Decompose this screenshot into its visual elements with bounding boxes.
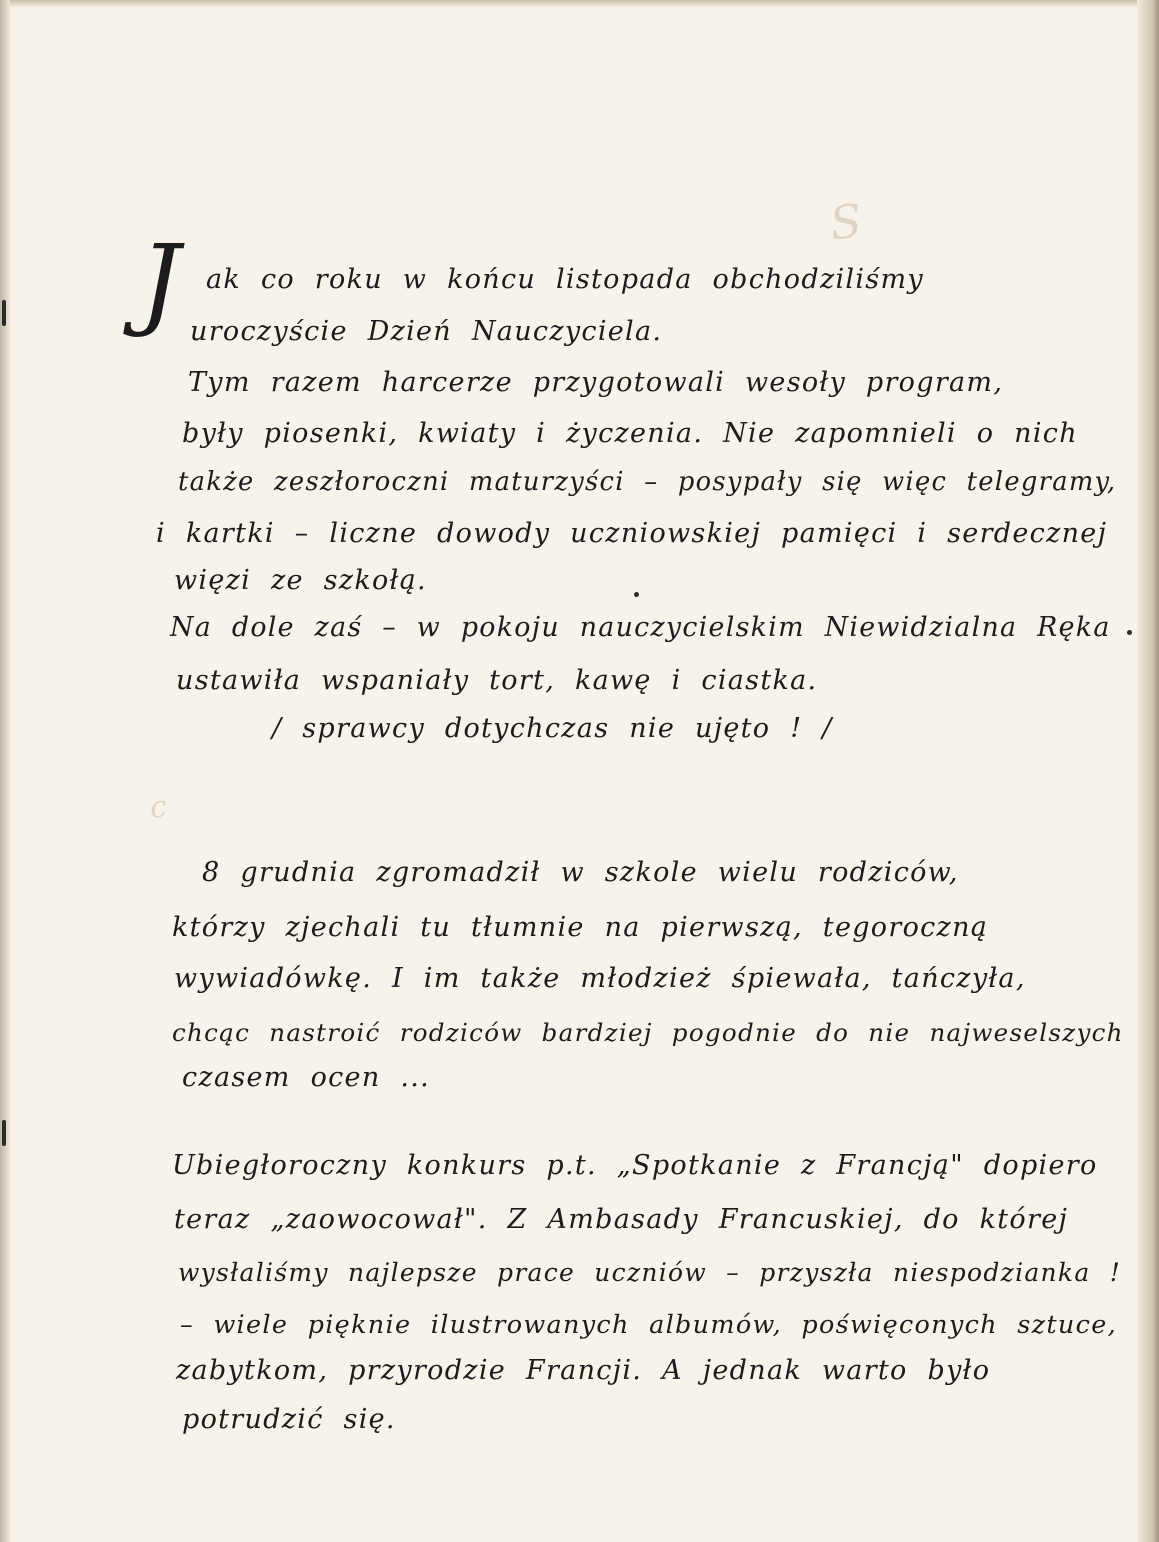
text-line: potrudzić się. <box>182 1404 396 1435</box>
page-right-edge <box>1137 0 1159 1542</box>
text-line: którzy zjechali tu tłumnie na pierwszą, tegoroczną <box>172 912 989 943</box>
text-line: chcąc nastroić rodziców bardziej pogodnie do nie najweselszych <box>172 1018 1124 1047</box>
ink-speck <box>634 592 639 597</box>
text-line: teraz „zaowocował". Z Ambasady Francuskiej, do której <box>174 1204 1069 1235</box>
text-line: / sprawcy dotychczas nie ujęto ! / <box>272 713 833 744</box>
page-left-edge <box>0 0 10 1542</box>
text-line: były piosenki, kwiaty i życzenia. Nie zapomnieli o nich <box>182 418 1078 449</box>
text-line: i kartki – liczne dowody uczniowskiej pamięci i serdecznej <box>156 518 1108 549</box>
text-line: uroczyście Dzień Nauczyciela. <box>190 316 663 347</box>
text-line: Na dole zaś – w pokoju nauczycielskim Niewidzialna Ręka <box>170 612 1111 643</box>
text-line: 8 grudnia zgromadził w szkole wielu rodziców, <box>202 857 959 888</box>
binding-mark-1 <box>2 300 6 326</box>
bleed-through-mark: S <box>827 193 865 251</box>
text-line: Tym razem harcerze przygotowali wesoły program, <box>188 367 1004 398</box>
text-line: więzi ze szkołą. <box>174 565 427 596</box>
text-line: czasem ocen ... <box>182 1062 431 1093</box>
text-line: zabytkom, przyrodzie Francji. A jednak warto było <box>176 1355 991 1386</box>
text-line: ustawiła wspaniały tort, kawę i ciastka. <box>176 665 818 696</box>
ink-speck <box>1127 630 1132 635</box>
bleed-through-mark: c <box>148 789 169 826</box>
text-line: Ubiegłoroczny konkurs p.t. „Spotkanie z Francją" dopiero <box>172 1150 1098 1181</box>
text-line: ak co roku w końcu listopada obchodziliśmy <box>206 264 924 295</box>
text-line: także zeszłoroczni maturzyści – posypały się więc telegramy, <box>178 467 1117 497</box>
text-line: wysłaliśmy najlepsze prace uczniów – przyszła niespodzianka ! <box>178 1258 1122 1287</box>
text-line: wywiadówkę. I im także młodzież śpiewała, tańczyła, <box>174 963 1026 994</box>
drop-cap-letter: J <box>140 223 181 340</box>
binding-mark-2 <box>2 1120 6 1146</box>
page-top-edge <box>0 0 1159 8</box>
text-line: – wiele pięknie ilustrowanych albumów, poświęconych sztuce, <box>180 1310 1117 1340</box>
